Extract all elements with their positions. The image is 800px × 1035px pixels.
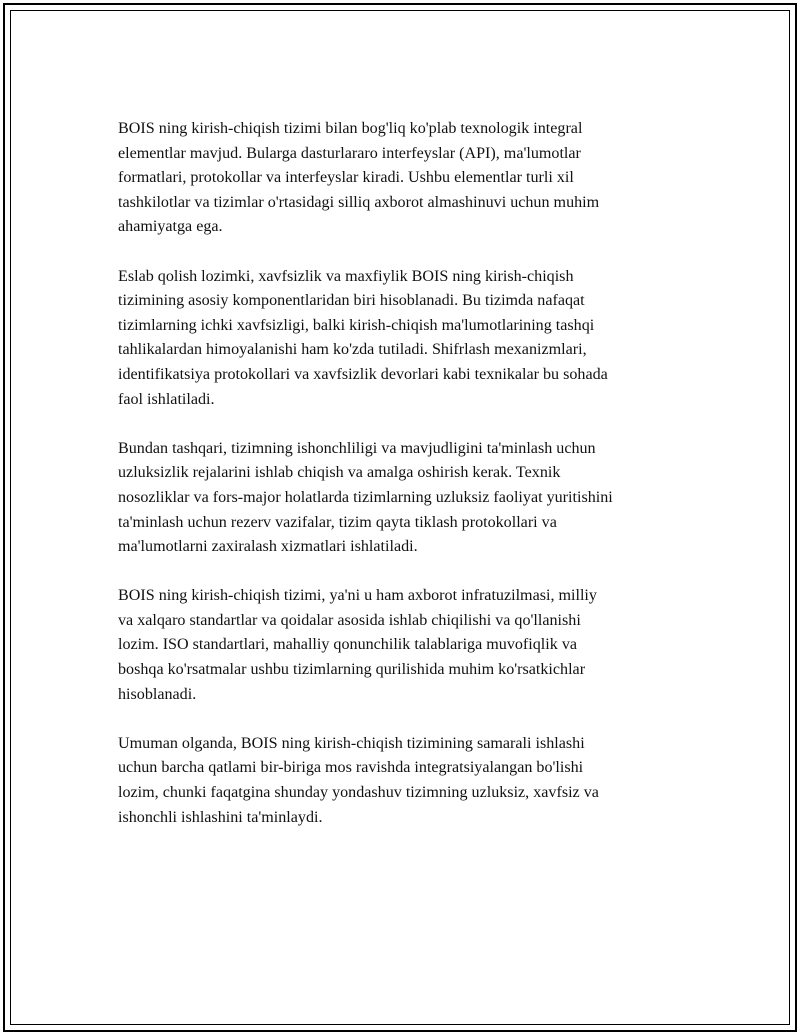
- paragraph-security-privacy: Eslab qolish lozimki, xavfsizlik va maxfiylik BOIS ning kirish-chiqish tizimining asosiy komponentlaridan biri hisoblanadi. Bu tizimda nafaqat tizimlarning ichki xavfsizligi, balki kirish-chiqish ma'lumotlarining tashqi tahlikalardan himoyalanishi ham ko'zda tutiladi. Shifrlash mexanizmlari, identifikatsiya protokollari va xavfsizlik devorlari kabi texnikalar bu sohada faol ishlatiladi.: [118, 267, 608, 408]
- paragraph-integral-elements: BOIS ning kirish-chiqish tizimi bilan bog'liq ko'plab texnologik integral elementlar mavjud. Bularga dasturlararo interfeyslar (API), ma'lumotlar formatlari, protokollar va interfeyslar kiradi. Ushbu elementlar turli xil tashkilotlar va tizimlar o'rtasidagi silliq axborot almashinuvi uchun muhim ahamiyatga ega.: [118, 120, 600, 236]
- paragraph-conclusion: Umuman olganda, BOIS ning kirish-chiqish tizimining samarali ishlashi uchun barcha qatlami bir-biriga mos ravishda integratsiyalangan bo'lishi lozim, chunki faqatgina shunday yondashuv tizimning uzluksiz, xavfsiz va ishonchli ishlashini ta'minlaydi.: [118, 734, 599, 826]
- paragraph-standards: BOIS ning kirish-chiqish tizimi, ya'ni u ham axborot infratuzilmasi, milliy va xalqaro standartlar va qoidalar asosida ishlab chiqilishi va qo'llanishi lozim. ISO standartlari, mahalliy qonunchilik talablariga muvofiqlik va boshqa ko'rsatmalar ushbu tizimlarning qurilishida muhim ko'rsatkichlar hisoblanadi.: [118, 587, 597, 703]
- paragraph-continuity-plans: Bundan tashqari, tizimning ishonchliligi va mavjudligini ta'minlash uchun uzluksizlik rejalarini ishlab chiqish va amalga oshirish kerak. Texnik nosozliklar va fors-major holatlarda tizimlarning uzluksiz faoliyat yuritishini ta'minlash uchun rezerv vazifalar, tizim qayta tiklash protokollari va ma'lumotlarni zaxiralash xizmatlari ishlatiladi.: [118, 439, 613, 556]
- document-body: [118, 117, 700, 855]
